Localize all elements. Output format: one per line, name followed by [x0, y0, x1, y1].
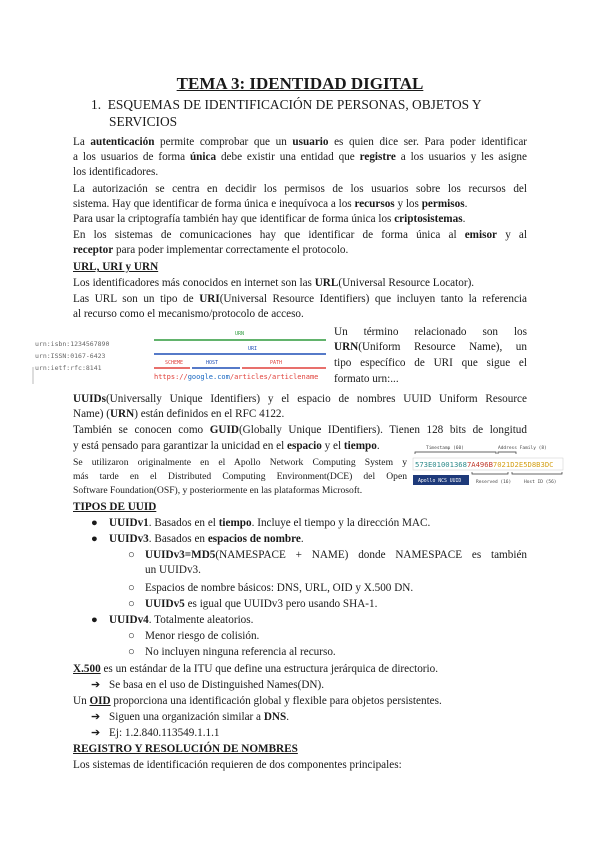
oid-example: Ej: 1.2.840.113549.1.1.1: [109, 727, 220, 739]
paragraph-line: formato urn:...: [334, 373, 399, 385]
bullet-dot: ●: [91, 517, 98, 529]
paragraph-line: receptor para poder implementar correctamente el protocolo.: [73, 244, 349, 256]
paragraph-line: URN(Uniform Resource Name), un: [334, 341, 527, 353]
reserved-label: Reserved (16): [476, 480, 512, 485]
paragraph-line: Se utilizaron originalmente en el Apollo Network Computing System y: [73, 457, 407, 468]
arrow-bullet: ➔: [91, 711, 101, 723]
address-family-label: Address Family (8): [498, 446, 547, 451]
paragraph-line: La autenticación permite comprobar que un usuario es quien dice ser. Para poder identificar: [73, 136, 528, 148]
paragraph-line: y está pensado para garantizar la unicidad en el espacio y el tiempo.: [73, 440, 380, 452]
paragraph-line: Name) (URN) están definidos en el RFC 4122.: [73, 408, 285, 420]
paragraph-line: sistema. Hay que identificar de forma única e inequívoca a los recursos y los permisos.: [73, 198, 468, 210]
paragraph-line: a los usuarios de forma única debe existir una entidad que registre a los usuarios y les asigne: [73, 151, 527, 163]
paragraph-line: más tarde en el Distributed Computing Environment(DCE) del Open: [73, 471, 407, 482]
bullet-circle: ○: [128, 646, 135, 658]
subheading-url-uri-urn: URL, URI y URN: [73, 261, 159, 273]
x500-detail: Se basa en el uso de Distinguished Names(DN).: [109, 679, 325, 691]
sub-item-md5: UUIDv3=MD5(NAMESPACE + NAME) donde NAMESPACE es también: [145, 549, 527, 561]
sub-item-no-reference: No incluyen ninguna referencia al recurso.: [145, 646, 336, 658]
paragraph-line: En los sistemas de comunicaciones hay que identificar de forma única al emisor y al: [73, 229, 528, 241]
paragraph-line: Un término relacionado son los: [334, 326, 527, 338]
page-title: TEMA 3: IDENTIDAD DIGITAL: [176, 74, 424, 93]
section-heading-cont: SERVICIOS: [109, 114, 178, 129]
paragraph-line: También se conocen como GUID(Globally Unique IDentifiers). Tienen 128 bits de longitud: [73, 424, 527, 436]
paragraph-line: Los identificadores más conocidos en internet son las URL(Universal Resource Locator).: [73, 277, 475, 289]
subheading-uuid-types: TIPOS DE UUID: [73, 501, 157, 513]
paragraph-line: Las URL son un tipo de URI(Universal Resource Identifiers) que incluyen tanto la referencia: [73, 293, 528, 305]
bullet-circle: ○: [128, 630, 135, 642]
uri-label: URI: [248, 346, 258, 352]
host-id-label: Host ID (56): [524, 480, 557, 485]
apollo-uuid-diagram: [412, 442, 564, 494]
oid-detail-dns: Siguen una organización similar a DNS.: [109, 711, 290, 723]
uuid-hex-value: 573E010013687A496B7021D2E5D8B3DC: [415, 460, 554, 469]
subheading-registro: REGISTRO Y RESOLUCIÓN DE NOMBRES: [73, 743, 298, 755]
sub-item-collision: Menor riesgo de colisión.: [145, 630, 260, 642]
paragraph-line: UUIDs(Universally Unique Identifiers) y el espacio de nombres UUID Uniform Resource: [73, 393, 527, 405]
paragraph-line: los identificadores.: [73, 166, 159, 178]
sub-item-namespaces: Espacios de nombre básicos: DNS, URL, OID y X.500 DN.: [145, 582, 414, 594]
path-label: PATH: [270, 360, 283, 366]
list-item-uuidv3: UUIDv3. Basados en espacios de nombre.: [109, 533, 304, 545]
paragraph-line: La autorización se centra en decidir los permisos de los usuarios sobre los recursos del: [73, 183, 527, 195]
sub-item-md5-cont: un UUIDv3.: [145, 564, 201, 576]
uri-url-urn-diagram: [30, 327, 326, 385]
bullet-circle: ○: [128, 582, 135, 594]
paragraph-oid: Un OID proporciona una identificación global y flexible para objetos persistentes.: [73, 695, 442, 707]
sub-item-uuidv5: UUIDv5 es igual que UUIDv3 pero usando SHA-1.: [145, 598, 378, 610]
apollo-label: Apollo NCS UUID: [418, 479, 462, 484]
urn-label: URN: [235, 331, 245, 337]
bullet-dot: ●: [91, 614, 98, 626]
host-label: HOST: [206, 360, 219, 366]
urn-example-2: urn:ISSN:0167-6423: [35, 352, 106, 360]
list-item-uuidv1: UUIDv1. Basados en el tiempo. Incluye el tiempo y la dirección MAC.: [109, 517, 431, 529]
paragraph-line: Software Foundation(OSF), y posteriormente en las plataformas Microsoft.: [73, 485, 363, 496]
urn-example-1: urn:isbn:1234567890: [35, 340, 110, 348]
timestamp-label: Timestamp (60): [426, 446, 464, 451]
list-item-uuidv4: UUIDv4. Totalmente aleatorios.: [109, 614, 254, 626]
scheme-label: SCHEME: [165, 360, 184, 366]
paragraph-line: tipo específico de URI que sigue el: [334, 357, 527, 369]
arrow-bullet: ➔: [91, 727, 101, 739]
paragraph-x500: X.500 es un estándar de la ITU que define una estructura jerárquica de directorio.: [73, 663, 439, 675]
arrow-bullet: ➔: [91, 679, 101, 691]
paragraph-line: al recurso como el mecanismo/protocolo de acceso.: [73, 308, 304, 320]
paragraph-line: Para usar la criptografía también hay que identificar de forma única los criptosistemas.: [73, 213, 466, 225]
urn-example-3: urn:ietf:rfc:8141: [35, 364, 102, 372]
bullet-dot: ●: [91, 533, 98, 545]
url-example: https://google.com/articles/articlename: [154, 373, 319, 381]
paragraph-line: Los sistemas de identificación requieren de dos componentes principales:: [73, 759, 402, 771]
section-heading: 1. ESQUEMAS DE IDENTIFICACIÓN DE PERSONAS, OBJETOS Y: [91, 97, 482, 112]
bullet-circle: ○: [128, 549, 135, 561]
bullet-circle: ○: [128, 598, 135, 610]
